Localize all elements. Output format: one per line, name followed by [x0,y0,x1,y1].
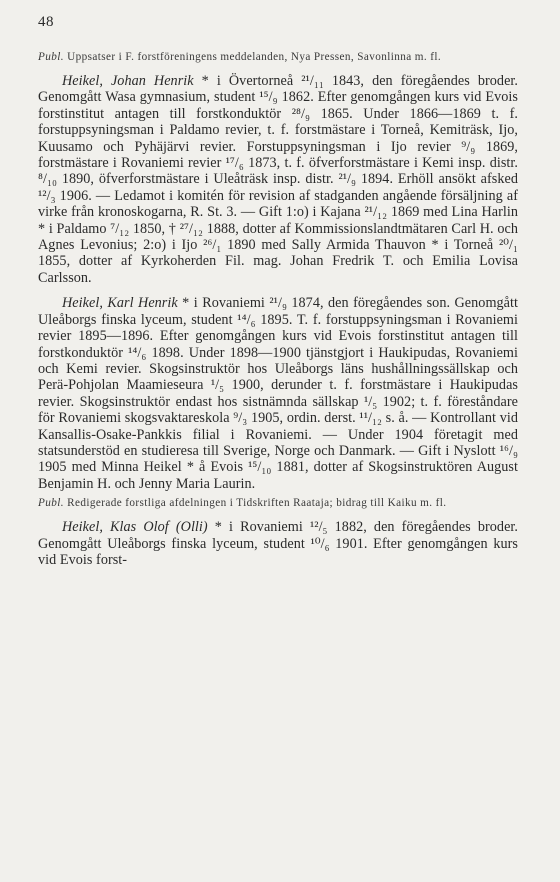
biography-entry [38,73,518,286]
biography-entry [38,295,518,492]
entry-name: Heikel, Klas Olof (Olli) [62,519,208,536]
biography-entry [38,519,518,568]
publications-label: Publ. [38,497,64,510]
entry-name: Heikel, Karl Henrik [62,295,178,312]
publications-note [38,50,518,64]
entry-text: * i Rovaniemi ¹²/₅ 1882, den föregåendes broder. Genomgått Uleåborgs finska lyceum, student ¹⁰/₆ 1901. Efter genomgången kurs vid Evois forst- [38,519,519,568]
publications-label: Publ. [38,51,64,63]
page-number: 48 [38,14,54,30]
entry-text: * i Övertorneå ²¹/₁₁ 1843, den föregåendes broder. Genomgått Wasa gymnasium, student ¹⁵/₉ 1862. Efter genomgången kurs vid Evois forstinstitut antagen till forstkonduktör ²⁸/₉ 1865. Under 1866—1869 t. f. forstuppsyningsman i Paldamo revier, t. f. forstmästare i Torneå, Kemiträsk, Ijo, Kuusamo och Pyhäjärvi revier. Forstuppsyningsman i Ijo revier ⁹/₉ 1869, forstmästare i Rovaniemi revier ¹⁷/₆ 1873, t. f. öfverforstmästare i Kemi insp. distr. ⁸/₁₀ 1890, öfverforstmästare i Uleåträsk insp. distr. ²¹/₉ 1894. Erhöll ansökt afsked ¹²/₃ 1906. — Ledamot i komitén för revision af stadganden angående försäljning af virke från kronoskogarna, R. St. 3. — Gift 1:o) i Kajana ²¹/₁₂ 1869 med Lina Harlin * i Paldamo ⁷/₁₂ 1850, † ²⁷/₁₂ 1888, dotter af Kommissionslandtmätaren Carl H. och Agnes Levonius; 2:o) i Ijo ²⁶/₁ 1890 med Sally Armida Thauvon * i Torneå ²⁰/₁ 1855, dotter af Kyrkoherden Fil. mag. Johan Fredrik T. och Emilia Lovisa Carlsson. [38,73,519,286]
entry-name: Heikel, Johan Henrik [62,73,194,89]
publications-text: Redigerade forstliga afdelningen i Tidskriften Raataja; bidrag till Kaiku m. fl. [63,497,447,510]
entry-text: * i Rovaniemi ²¹/₉ 1874, den föregåendes son. Genomgått Uleåborgs finska lyceum, student ¹⁴/₆ 1895. T. f. forstuppsyningsman i Rovaniemi revier 1895—1896. Efter genomgången kurs vid Evois forstinstitut antagen till forstkonduktör ¹⁴/₆ 1898. Under 1898—1900 tjänstgjort i Haukipudas, Rovaniemi och Kemi revier. Skogsinstruktör hos Uleåborgs läns hushållningssällskap och Perä-Pohjolan Maamieseura ¹/₅ 1900, derunder t. f. forstmästare i Haukipudas revier. Skogsinstruktör endast hos sistnämnda sällskap ¹/₅ 1902; t. f. föreståndare för Rovaniemi skogsvaktareskola ⁹/₃ 1905, ordin. derst. ¹¹/₁₂ s. å. — Kontrollant vid Kansallis-Osake-Pankkis filial i Rovaniemi. — Under 1904 företagit med statsunderstöd en studieresa till Sverige, Norge och Danmark. — Gift i Nyslott ¹⁶/₉ 1905 med Minna Heikel * å Evois ¹⁵/₁₀ 1881, dotter af Skogsinstruktören August Benjamin H. och Jenny Maria Laurin. [38,295,518,492]
publications-note [38,496,518,510]
publications-text: Uppsatser i F. forstföreningens meddelanden, Nya Pressen, Savonlinna m. fl. [63,51,442,63]
